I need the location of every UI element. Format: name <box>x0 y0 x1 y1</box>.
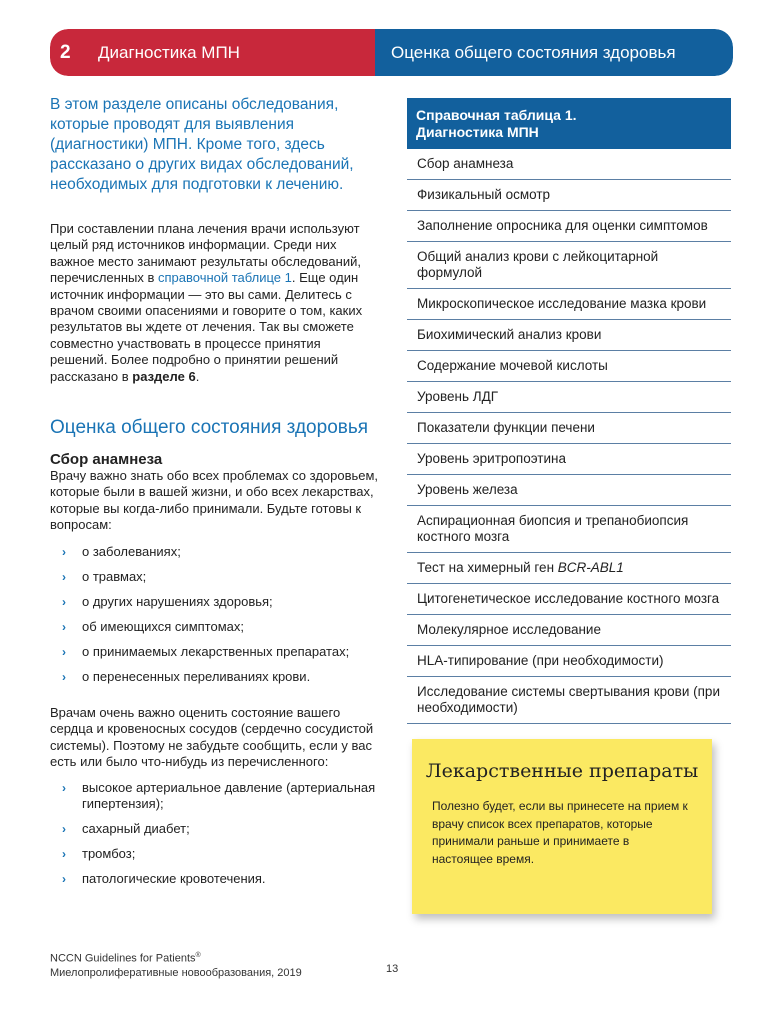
table-row: Общий анализ крови с лейкоцитарной формулой <box>407 242 731 289</box>
chevron-right-icon: › <box>62 669 66 684</box>
table-row: Заполнение опросника для оценки симптомов <box>407 211 731 242</box>
table-row: Молекулярное исследование <box>407 615 731 646</box>
list-item <box>62 846 380 862</box>
medications-note <box>412 739 712 914</box>
table-row: Содержание мочевой кислоты <box>407 351 731 382</box>
section-title: Оценка общего состояния здоровья <box>375 29 733 76</box>
list-item-text: высокое артериальное давление (артериальная гипертензия); <box>82 780 376 812</box>
subheading-history: Сбор анамнеза <box>50 451 163 469</box>
chapter-number: 2 <box>60 41 71 63</box>
chevron-right-icon: › <box>62 544 66 559</box>
gene-name: BCR-ABL1 <box>557 560 624 575</box>
table-row: Аспирационная биопсия и трепанобиопсия костного мозга <box>407 506 731 553</box>
table-row-text: Тест на химерный ген <box>417 560 558 575</box>
list-item-text: патологические кровотечения. <box>82 871 266 887</box>
table-row: Уровень ЛДГ <box>407 382 731 413</box>
section-6-reference: разделе 6 <box>132 368 196 384</box>
list-item <box>62 644 380 660</box>
list-item-text: тромбоз; <box>82 846 136 862</box>
table-title: Справочная таблица 1. <box>416 107 577 123</box>
table-row: Исследование системы свертывания крови (при необходимости) <box>407 677 731 724</box>
table-row: Уровень железа <box>407 475 731 506</box>
note-text: Полезно будет, если вы принесете на прием к врачу список всех препаратов, которые принимали раньше и принимаете в настоящее время. <box>432 799 688 866</box>
section-heading: Оценка общего состояния здоровья <box>50 417 369 439</box>
chapter-label <box>50 29 375 76</box>
table-row: Микроскопическое исследование мазка крови <box>407 289 731 320</box>
table-row: Показатели функции печени <box>407 413 731 444</box>
list-item-text: сахарный диабет; <box>82 821 190 837</box>
chevron-right-icon: › <box>62 619 66 634</box>
left-column <box>50 95 380 907</box>
chevron-right-icon: › <box>62 594 66 609</box>
list-item <box>62 669 380 685</box>
list-item <box>62 821 380 837</box>
chevron-right-icon: › <box>62 781 66 796</box>
footer-subtitle: Миелопролиферативные новообразования, 2019 <box>50 966 302 979</box>
table-subtitle: Диагностика МПН <box>416 124 539 140</box>
registered-mark: ® <box>195 952 201 959</box>
footer-guidelines: NCCN Guidelines for Patients <box>50 952 196 965</box>
chapter-header <box>50 29 733 76</box>
chevron-right-icon: › <box>62 847 66 862</box>
table-row: Физикальный осмотр <box>407 180 731 211</box>
paragraph-1-part3: . <box>195 368 200 384</box>
question-list <box>62 544 380 685</box>
table-row: Сбор анамнеза <box>407 149 731 180</box>
table-row: Уровень эритропоэтина <box>407 444 731 475</box>
chevron-right-icon: › <box>62 872 66 887</box>
paragraph-1 <box>50 221 380 385</box>
list-item-text: о принимаемых лекарственных препаратах; <box>82 643 350 659</box>
reference-table <box>407 98 731 724</box>
list-item <box>62 871 380 887</box>
intro-text: В этом разделе описаны обследования, которые проводят для выявления (диагностики) МПН. Кроме того, здесь рассказано о других видах обследований, необходимых для подготовки к лечению. <box>50 96 354 193</box>
list-item <box>62 569 380 585</box>
list-item <box>62 544 380 560</box>
list-item <box>62 619 380 635</box>
footer <box>50 949 302 980</box>
page-number: 13 <box>386 963 399 975</box>
chevron-right-icon: › <box>62 569 66 584</box>
table-row: HLA-типирование (при необходимости) <box>407 646 731 677</box>
reference-table-link[interactable]: справочной таблице 1 <box>157 270 292 286</box>
paragraph-1-part1: При составлении плана лечения врачи используют целый ряд источников информации. Среди них важное место занимают результаты обследований, перечисленных в <box>50 221 361 286</box>
history-text: Врачу важно знать обо всех проблемах со здоровьем, которые были в вашей жизни, и обо всех лекарствах, которые вы когда-либо принимали. Будьте готовы к вопросам: <box>50 468 379 533</box>
condition-list <box>62 780 380 887</box>
list-item-text: о заболеваниях; <box>82 543 181 559</box>
list-item <box>62 780 380 812</box>
list-item-text: об имеющихся симптомах; <box>82 618 244 634</box>
list-item-text: о других нарушениях здоровья; <box>82 593 273 609</box>
cardio-text: Врачам очень важно оценить состояние вашего сердца и кровеносных сосудов (сердечно сосудистой системы). Поэтому не забудьте сообщить, если у вас есть или было что-нибудь из перечисленного: <box>50 704 374 769</box>
note-title: Лекарственные препараты <box>425 760 699 782</box>
list-item <box>62 594 380 610</box>
list-item-text: о травмах; <box>82 568 147 584</box>
table-row: Цитогенетическое исследование костного мозга <box>407 584 731 615</box>
table-header <box>407 98 731 149</box>
chapter-title: Диагностика МПН <box>98 42 240 62</box>
list-item-text: о перенесенных переливаниях крови. <box>82 668 311 684</box>
chevron-right-icon: › <box>62 644 66 659</box>
paragraph-1-part2: . Еще один источник информации — это вы сами. Делитесь с врачом своими опасениями и говорите о том, каких результатов вы ждете от лечения. Так вы сможете совместно участвовать в процессе принятия решений. Более подробно о принятии решений рассказано в <box>50 270 363 384</box>
chevron-right-icon: › <box>62 822 66 837</box>
table-row: Биохимический анализ крови <box>407 320 731 351</box>
table-row <box>407 553 731 584</box>
